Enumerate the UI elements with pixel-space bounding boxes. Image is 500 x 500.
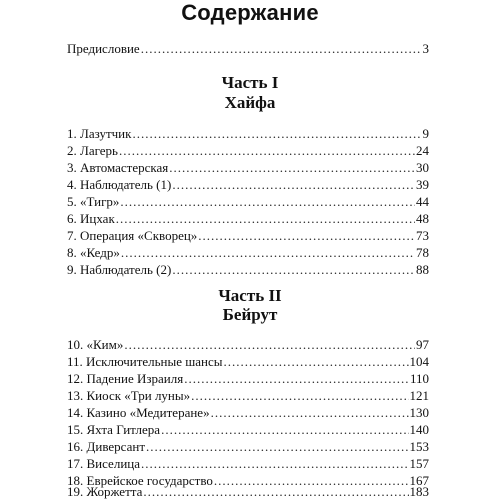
toc-leader-dots [211,404,409,421]
toc-entry-title: 4. Наблюдатель (1) [67,177,172,192]
toc-entry [67,336,429,353]
page-title: Содержание [181,0,319,25]
toc-entry [67,438,429,455]
toc-leader-dots [143,483,408,500]
toc-leader-dots [124,336,415,353]
toc-entry-title: 9. Наблюдатель (2) [67,262,172,277]
toc-entry-page: 73 [416,228,429,243]
toc-leader-dots [146,438,409,455]
toc-entry-page: 88 [416,262,429,277]
toc-leader-dots [224,353,409,370]
toc-entry [67,421,429,438]
toc-leader-dots [141,455,409,472]
toc-entry-page: 3 [422,41,429,56]
toc-entry-title: 6. Ицхак [67,211,115,226]
toc-entry [67,193,429,210]
toc-leader-dots [121,244,415,261]
toc-entry [67,455,429,472]
toc-entry-page: 130 [409,405,429,420]
toc-entry-page: 167 [409,473,429,488]
toc-entry-page: 183 [409,484,429,499]
toc-entry-title: 7. Операция «Скворец» [67,228,198,243]
toc-entry [67,387,429,404]
toc-entry-page: 9 [422,126,429,141]
toc-leader-dots [172,176,415,193]
toc-entry-title: 17. Виселица [67,456,140,471]
toc-entry-page: 24 [416,143,429,158]
toc-entry-title: 11. Исключительные шансы [67,354,223,369]
toc-entry-title: Предисловие [67,41,140,56]
part-2-name: Бейрут [222,305,278,324]
toc-entry [67,159,429,176]
toc-entry-title: 14. Казино «Медитеране» [67,405,210,420]
toc-entry-title: 15. Яхта Гитлера [67,422,161,437]
toc-leader-dots [161,421,408,438]
toc-leader-dots [198,227,415,244]
toc-entry [67,142,429,159]
toc-entry [67,244,429,261]
toc-entry [67,210,429,227]
toc-entry [67,353,429,370]
part-2-label: Часть II [218,286,282,305]
toc-leader-dots [169,159,415,176]
toc-entry [67,483,429,500]
toc-entry-title: 5. «Тигр» [67,194,120,209]
toc-leader-dots [141,40,422,57]
toc-entry-page: 39 [416,177,429,192]
part-1-name: Хайфа [224,93,276,112]
toc-entry-title: 18. Еврейское государство [67,473,213,488]
toc-entry-title: 13. Киоск «Три луны» [67,388,191,403]
toc-entry-title: 8. «Кедр» [67,245,120,260]
toc-entry-page: 121 [409,388,429,403]
toc-entry-title: 10. «Ким» [67,337,124,352]
toc-entry [67,261,429,278]
toc-entry-title: 2. Лагерь [67,143,118,158]
toc-entry-page: 97 [416,337,429,352]
toc-leader-dots [119,142,415,159]
toc-entry [67,370,429,387]
toc-leader-dots [132,125,421,142]
toc-entry-page: 104 [409,354,429,369]
toc-entry [67,404,429,421]
toc-leader-dots [172,261,415,278]
toc-leader-dots [184,370,409,387]
toc-entry-preface [67,40,429,57]
toc-entry-title: 1. Лазутчик [67,126,132,141]
toc-entry-page: 44 [416,194,429,209]
part-1-label: Часть I [221,73,279,92]
toc-entry [67,176,429,193]
toc-leader-dots [191,387,408,404]
toc-entry [67,125,429,142]
toc-entry-title: 3. Автомастерская [67,160,169,175]
toc-entry-title: 16. Диверсант [67,439,145,454]
toc-leader-dots [116,210,415,227]
toc-entry-page: 30 [416,160,429,175]
toc-entry-page: 110 [409,371,429,386]
toc-entry-page: 48 [416,211,429,226]
toc-entry-page: 78 [416,245,429,260]
toc-entry-page: 157 [409,456,429,471]
toc-entry [67,227,429,244]
toc-entry-page: 153 [409,439,429,454]
toc-leader-dots [120,193,415,210]
toc-entry-title: 12. Падение Израиля [67,371,184,386]
toc-entry-title: 19. Жоржетта [67,484,143,499]
toc-entry-page: 140 [409,422,429,437]
